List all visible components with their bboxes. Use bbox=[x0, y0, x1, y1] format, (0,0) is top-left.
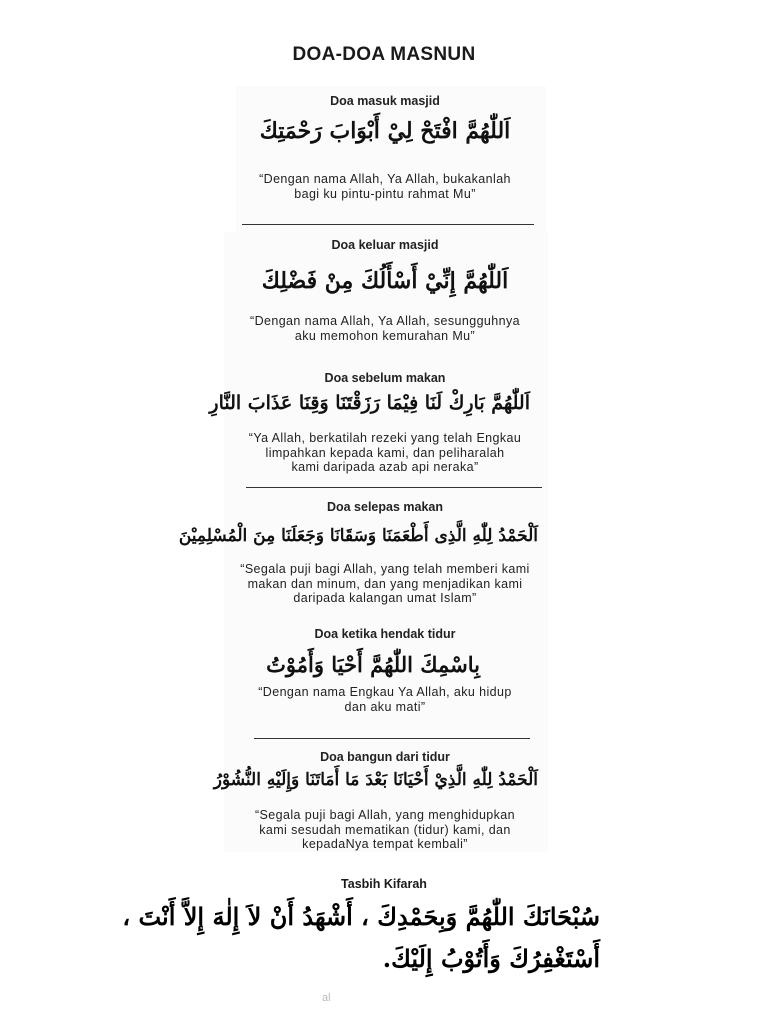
translation-line: “Dengan nama Allah, Ya Allah, bukakanlah bbox=[259, 172, 511, 186]
divider bbox=[242, 224, 534, 225]
translation-line: kami daripada azab api neraka” bbox=[291, 460, 479, 474]
arabic-hendak-tidur: بِاسْمِكَ اللّٰهُمَّ أَحْيَا وَأَمُوْتُ bbox=[266, 652, 480, 677]
translation-line: daripada kalangan umat Islam” bbox=[293, 591, 477, 605]
translation-line: “Segala puji bagi Allah, yang telah memberi kami bbox=[240, 562, 530, 576]
section-title-masuk-masjid: Doa masuk masjid bbox=[330, 94, 440, 108]
translation-line: makan dan minum, dan yang menjadikan kami bbox=[247, 576, 523, 591]
arabic-masuk-masjid: اَللّٰهُمَّ افْتَحْ لِيْ أَبْوَابَ رَحْمَتِكَ bbox=[259, 118, 511, 144]
section-title-sebelum-makan: Doa sebelum makan bbox=[324, 371, 446, 385]
tasbih-title: Tasbih Kifarah bbox=[341, 877, 427, 891]
tasbih-arabic-line-2: أَسْتَغْفِرُكَ وَأَتُوْبُ إِلَيْكَ. bbox=[382, 944, 600, 973]
translation-masuk-masjid bbox=[222, 172, 548, 201]
tasbih-arabic-line-1: سُبْحَانَكَ اللّٰهُمَّ وَبِحَمْدِكَ ، أَشْهَدُ أَنْ لاَ إِلٰهَ إِلاَّ أَنْتَ ، bbox=[122, 902, 600, 931]
translation-line: kepadaNya tempat kembali” bbox=[302, 837, 468, 851]
translation-line: “Ya Allah, berkatilah rezeki yang telah Engkau bbox=[248, 431, 522, 445]
divider bbox=[254, 738, 530, 739]
translation-hendak-tidur bbox=[222, 685, 548, 714]
translation-sebelum-makan bbox=[222, 431, 548, 475]
footer-mark: al bbox=[322, 992, 331, 1004]
translation-line: limpahkan kepada kami, dan peliharalah bbox=[265, 445, 505, 460]
translation-line: kami sesudah mematikan (tidur) kami, dan bbox=[259, 822, 511, 837]
arabic-selepas-makan: اَلْحَمْدُ لِلّٰهِ الَّذِى أَطْعَمَنَا وَسَقَانَا وَجَعَلَنَا مِنَ الْمُسْلِمِيْنَ bbox=[178, 526, 538, 546]
page-title: DOA-DOA MASNUN bbox=[292, 44, 476, 65]
section-title-bangun-tidur: Doa bangun dari tidur bbox=[320, 750, 450, 764]
translation-bangun-tidur bbox=[222, 808, 548, 852]
translation-line: “Dengan nama Allah, Ya Allah, sesungguhnya bbox=[250, 314, 520, 328]
section-title-keluar-masjid: Doa keluar masjid bbox=[331, 238, 439, 252]
arabic-sebelum-makan: اَللّٰهُمَّ بَارِكْ لَنَا فِيْمَا رَزَقْتَنَا وَقِنَا عَذَابَ النَّارِ bbox=[209, 392, 530, 414]
section-title-hendak-tidur: Doa ketika hendak tidur bbox=[314, 627, 456, 641]
divider bbox=[246, 487, 542, 488]
translation-line: aku memohon kemurahan Mu” bbox=[294, 328, 476, 343]
translation-line: bagi ku pintu-pintu rahmat Mu” bbox=[294, 186, 476, 201]
translation-keluar-masjid bbox=[222, 314, 548, 343]
translation-selepas-makan bbox=[222, 562, 548, 606]
arabic-bangun-tidur: اَلْحَمْدُ لِلّٰهِ الَّذِيْ أَحْيَانَا بَعْدَ مَا أَمَاتَنَا وَإِلَيْهِ النُّشُوْرُ bbox=[213, 770, 538, 790]
translation-line: “Dengan nama Engkau Ya Allah, aku hidup bbox=[258, 685, 512, 699]
section-title-selepas-makan: Doa selepas makan bbox=[326, 500, 444, 514]
translation-line: dan aku mati” bbox=[344, 699, 426, 714]
translation-line: “Segala puji bagi Allah, yang menghidupkan bbox=[254, 808, 516, 822]
arabic-keluar-masjid: اَللّٰهُمَّ إِنِّيْ أَسْأَلُكَ مِنْ فَضْلِكَ bbox=[261, 268, 509, 294]
